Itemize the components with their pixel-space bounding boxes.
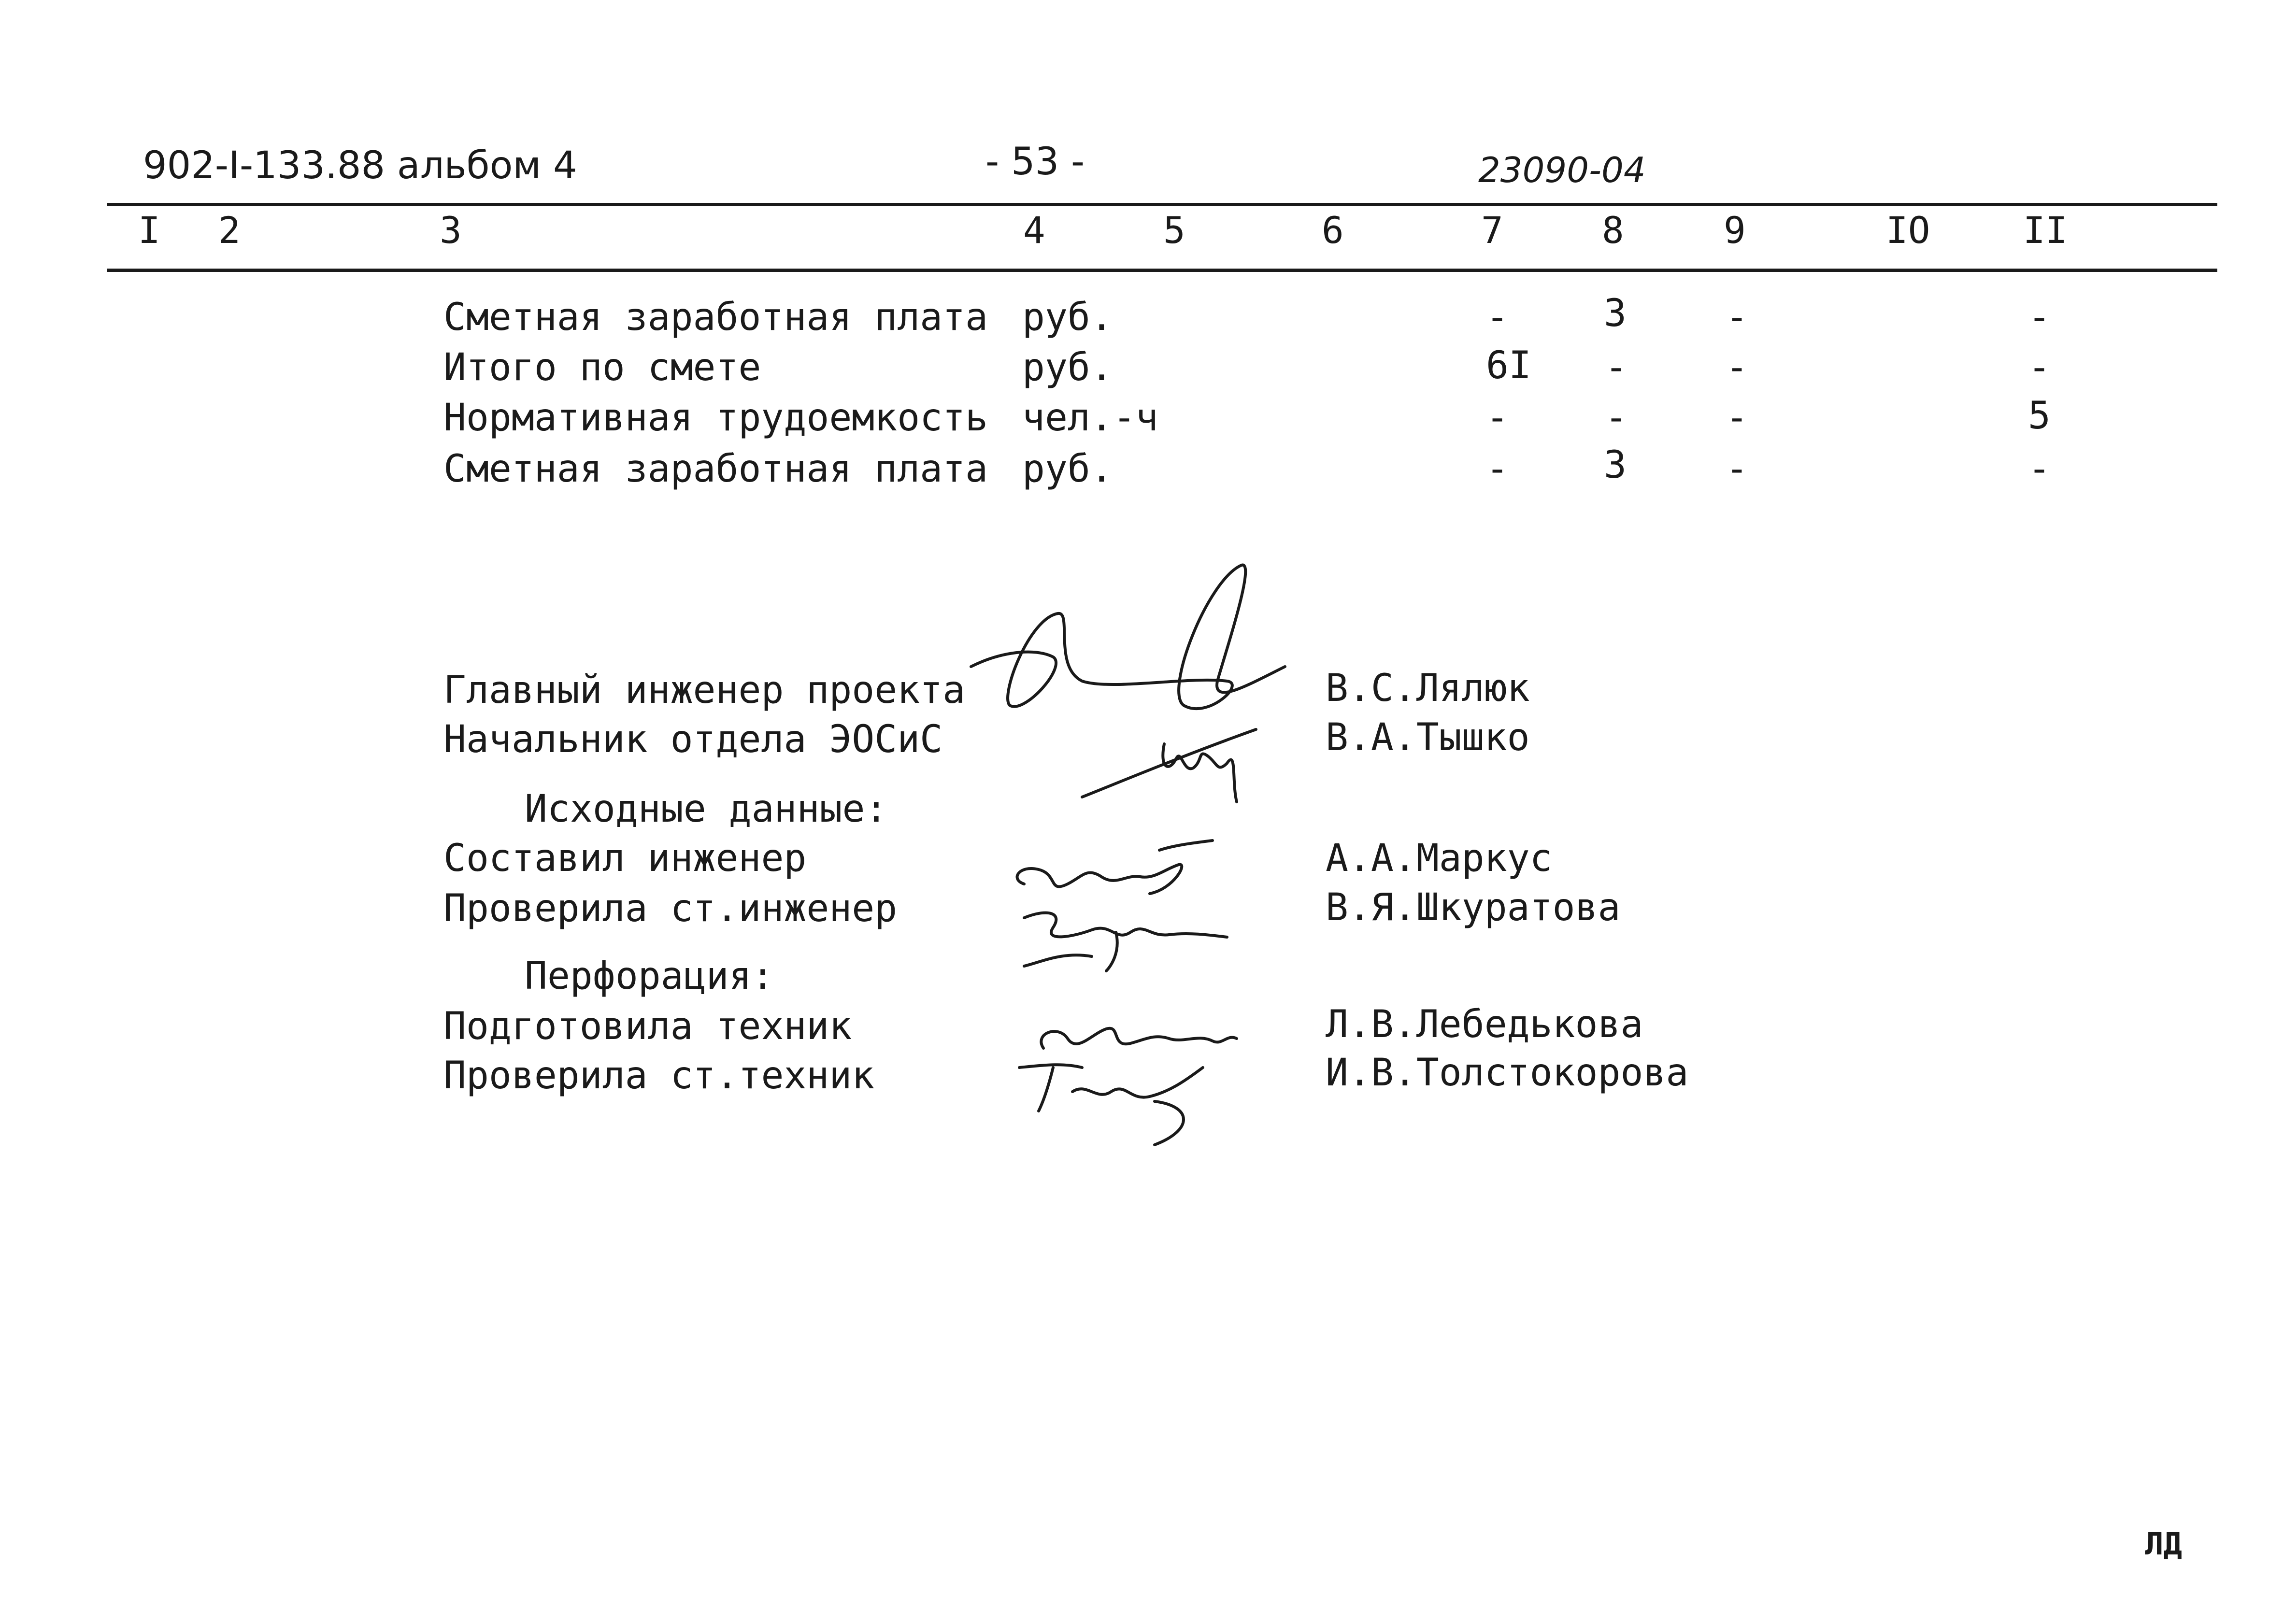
row-c11: - <box>2028 346 2051 389</box>
col-header-9: 9 <box>1724 209 1746 252</box>
col-header-3: 3 <box>440 209 462 252</box>
row-name: Нормативная трудоемкость <box>443 396 988 440</box>
signature-checked-technician <box>1010 1048 1251 1154</box>
inventory-number: 23090-04 <box>1478 150 1646 190</box>
col-header-6: 6 <box>1322 209 1344 252</box>
col-header-10: IO <box>1886 209 1930 252</box>
name-prepared: Л.В.Лебедькова <box>1326 1003 1643 1046</box>
row-c8: 3 <box>1604 292 1627 335</box>
header-bottom-rule <box>107 269 2217 272</box>
signature-checked-engineer <box>1005 889 1237 981</box>
col-header-11: II <box>2023 209 2068 252</box>
row-c7: - <box>1486 396 1509 440</box>
source-data-heading: Исходные данные: <box>525 787 888 831</box>
role-checked-engineer: Проверила ст.инженер <box>443 887 898 930</box>
row-c7: - <box>1486 296 1509 339</box>
row-unit: руб. <box>1022 447 1113 491</box>
role-prepared: Подготовила техник <box>443 1005 852 1048</box>
row-name: Итого по смете <box>443 346 761 389</box>
name-compiled: А.А.Маркус <box>1326 837 1553 880</box>
col-header-5: 5 <box>1163 209 1185 252</box>
row-c8: - <box>1605 396 1627 440</box>
name-checked-engineer: В.Я.Шкуратова <box>1326 886 1621 929</box>
col-header-8: 8 <box>1602 209 1624 252</box>
role-checked-technician: Проверила ст.техник <box>443 1054 875 1097</box>
perforation-heading: Перфорация: <box>525 954 774 998</box>
role-compiled: Составил инженер <box>443 837 807 880</box>
row-c11: 5 <box>2028 394 2051 438</box>
footer-mark: ЛД <box>2145 1526 2183 1562</box>
signature-chief-engineer <box>956 560 1324 734</box>
row-c7: - <box>1486 447 1509 491</box>
row-c8: 3 <box>1604 443 1627 487</box>
header-top-rule <box>107 203 2217 206</box>
row-c9: - <box>1726 346 1748 389</box>
row-name: Сметная заработная плата <box>443 296 988 339</box>
col-header-7: 7 <box>1481 209 1503 252</box>
row-c9: - <box>1726 296 1748 339</box>
row-unit: руб. <box>1022 346 1113 389</box>
name-dept-head: В.А.Тышко <box>1326 716 1530 759</box>
page-number: - 53 - <box>985 140 1085 184</box>
signature-dept-head <box>1072 710 1285 816</box>
row-c11: - <box>2028 447 2051 491</box>
row-c7: 6I <box>1486 344 1531 387</box>
row-c11: - <box>2028 296 2051 339</box>
role-chief-engineer: Главный инженер проекта <box>443 669 966 712</box>
col-header-4: 4 <box>1023 209 1045 252</box>
doc-code: 902-I-133.88 альбом 4 <box>143 144 577 187</box>
row-name: Сметная заработная плата <box>443 447 988 491</box>
row-c9: - <box>1726 447 1748 491</box>
col-header-2: 2 <box>218 209 241 252</box>
role-dept-head: Начальник отдела ЭОСиС <box>443 718 943 761</box>
row-unit: чел.-ч <box>1022 396 1158 440</box>
row-unit: руб. <box>1022 296 1113 339</box>
row-c9: - <box>1726 396 1748 440</box>
col-header-1: I <box>138 209 160 252</box>
name-chief-engineer: В.С.Лялюк <box>1326 667 1530 710</box>
row-c8: - <box>1605 346 1627 389</box>
name-checked-technician: И.В.Толстокорова <box>1326 1051 1689 1095</box>
